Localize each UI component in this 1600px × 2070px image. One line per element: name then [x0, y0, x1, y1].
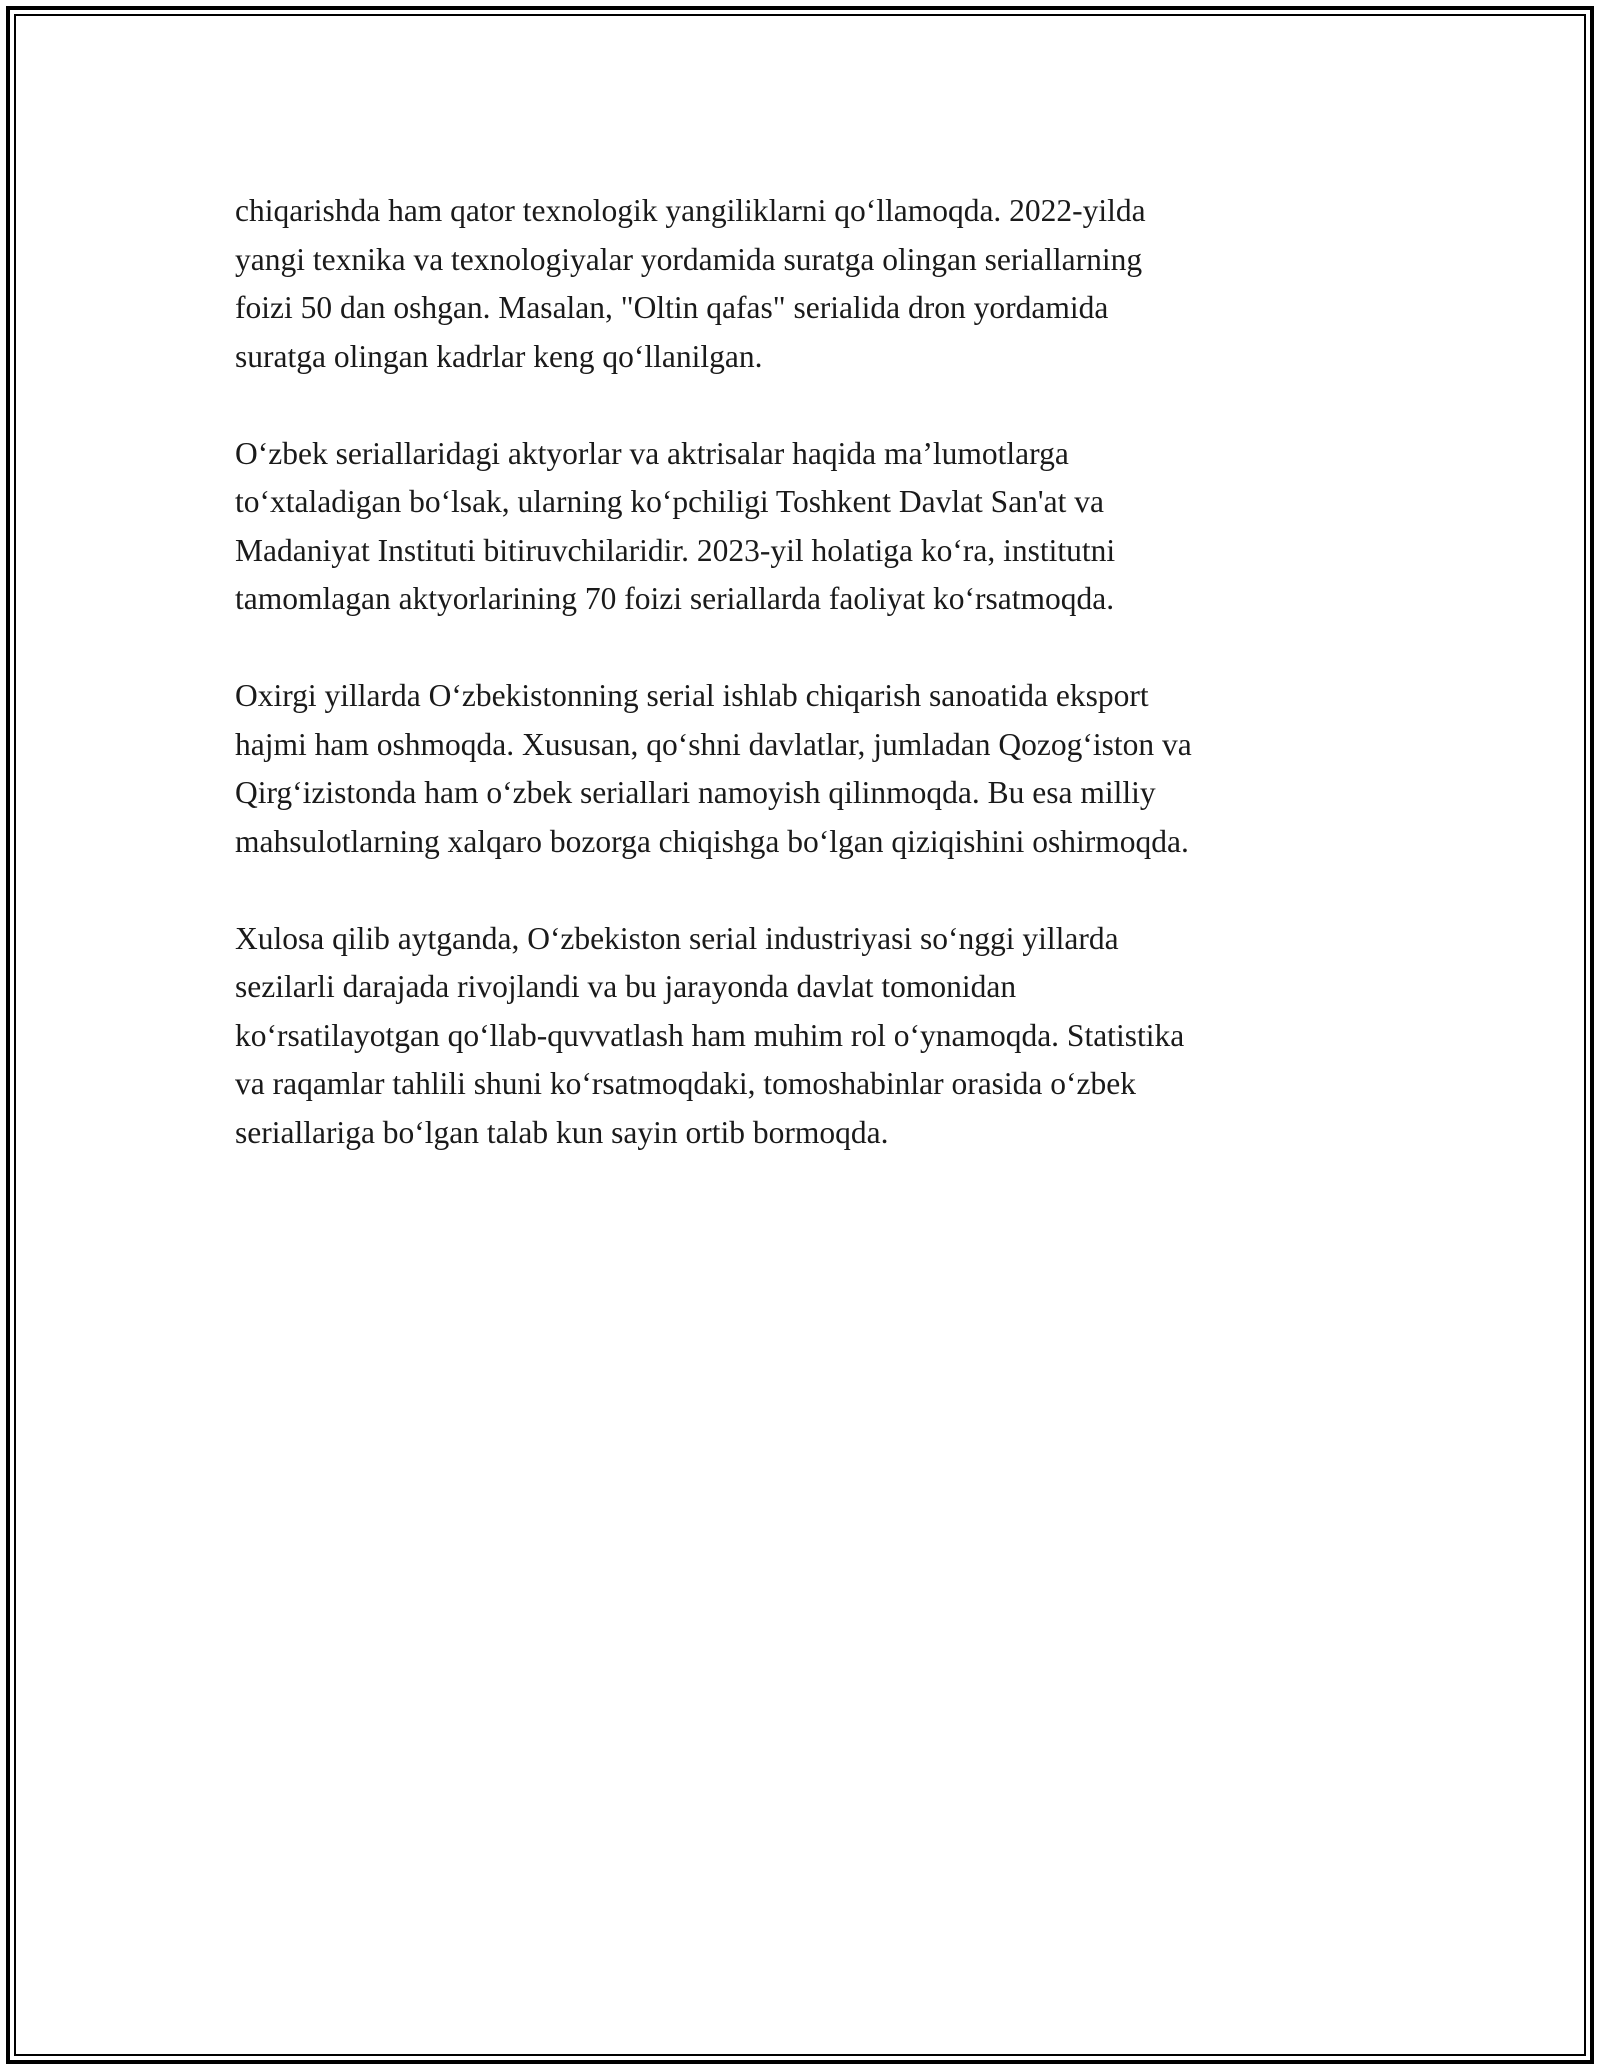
text-line: O‘zbek seriallaridagi aktyorlar va aktrisalar haqida ma’lumotlarga — [235, 435, 1069, 471]
text-line: foizi 50 dan oshgan. Masalan, "Oltin qafas" serialida dron yordamida — [235, 290, 1109, 325]
text-line: suratga olingan kadrlar keng qo‘llanilgan. — [235, 338, 763, 374]
text-line: Madaniyat Instituti bitiruvchilaridir. 2023-yil holatiga ko‘ra, institutni — [235, 532, 1116, 568]
text-line: Oxirgi yillarda O‘zbekistonning serial ishlab chiqarish sanoatida eksport — [235, 678, 1149, 713]
paragraph-conclusion — [235, 915, 1370, 1158]
paragraph-export — [235, 672, 1370, 866]
text-line: Qirg‘izistonda ham o‘zbek seriallari namoyish qilinmoqda. Bu esa milliy — [235, 775, 1156, 810]
text-line: Xulosa qilib aytganda, O‘zbekiston serial industriyasi so‘nggi yillarda — [235, 920, 1119, 956]
text-line: va raqamlar tahlili shuni ko‘rsatmoqdaki, tomoshabinlar orasida o‘zbek — [235, 1066, 1136, 1101]
text-line: ko‘rsatilayotgan qo‘llab-quvvatlash ham muhim rol o‘ynamoqda. Statistika — [235, 1017, 1185, 1053]
text-line: chiqarishda ham qator texnologik yangiliklarni qo‘llamoqda. 2022-yilda — [235, 193, 1146, 228]
text-line: hajmi ham oshmoqda. Xususan, qo‘shni davlatlar, jumladan Qozog‘iston va — [235, 726, 1192, 762]
text-line: yangi texnika va texnologiyalar yordamida suratga olingan seriallarning — [235, 241, 1143, 277]
text-line: mahsulotlarning xalqaro bozorga chiqishga bo‘lgan qiziqishini oshirmoqda. — [235, 823, 1189, 859]
paragraph-technology — [235, 187, 1370, 381]
text-line: tamomlagan aktyorlarining 70 foizi seriallarda faoliyat ko‘rsatmoqda. — [235, 581, 1115, 616]
text-line: seriallariga bo‘lgan talab kun sayin ortib bormoqda. — [235, 1114, 889, 1150]
document-body — [235, 187, 1370, 1206]
text-line: sezilarli darajada rivojlandi va bu jarayonda davlat tomonidan — [235, 969, 1017, 1004]
text-line: to‘xtaladigan bo‘lsak, ularning ko‘pchiligi Toshkent Davlat San'at va — [235, 484, 1104, 519]
paragraph-actors — [235, 430, 1370, 624]
